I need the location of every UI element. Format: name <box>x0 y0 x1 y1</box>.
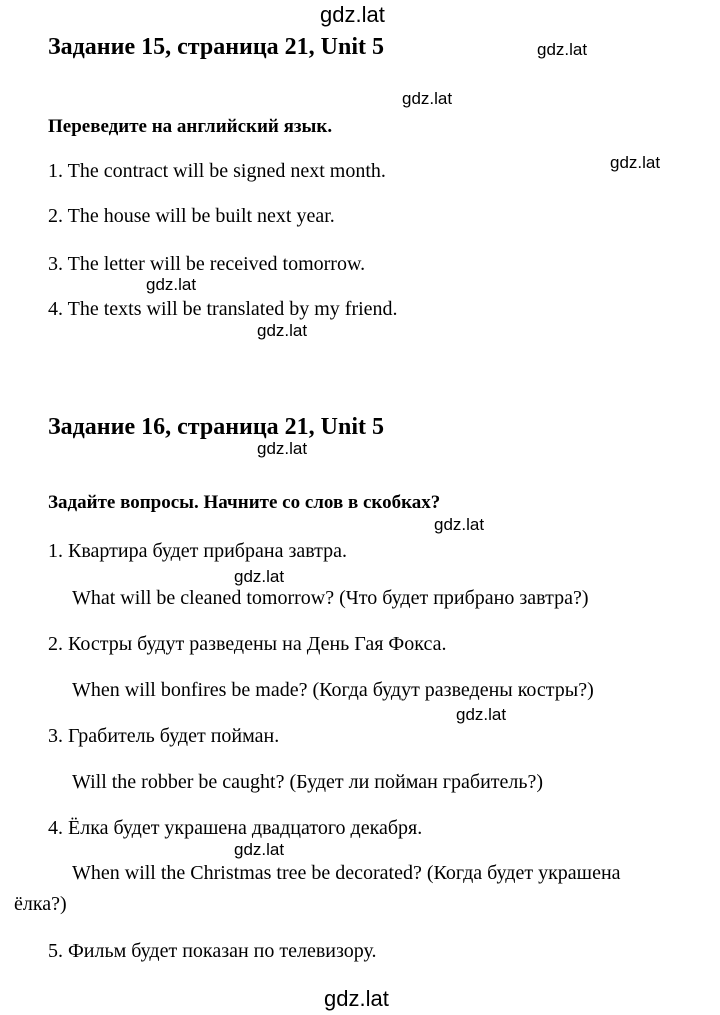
watermark: gdz.lat <box>320 2 385 27</box>
watermark: gdz.lat <box>402 89 453 108</box>
task15-heading: Задание 15, страница 21, Unit 5 <box>48 34 385 60</box>
task15-instruction: Переведите на английский язык. <box>48 116 333 137</box>
task15-item: 4. The texts will be translated by my friend. <box>48 298 398 320</box>
watermark: gdz.lat <box>456 705 507 724</box>
task16-item-ru: 3. Грабитель будет пойман. <box>48 725 280 747</box>
watermark: gdz.lat <box>537 40 588 59</box>
task16-item-ru: 1. Квартира будет прибрана завтра. <box>48 540 348 562</box>
watermark: gdz.lat <box>234 567 285 586</box>
watermark: gdz.lat <box>434 515 485 534</box>
task16-item-ru: 5. Фильм будет показан по телевизору. <box>48 940 377 962</box>
task16-item-ru: 2. Костры будут разведены на День Гая Фокса. <box>48 633 447 655</box>
task16-item-en: What will be cleaned tomorrow? (Что будет прибрано завтра?) <box>72 587 589 609</box>
task16-instruction: Задайте вопросы. Начните со слов в скобках? <box>48 492 441 513</box>
watermark: gdz.lat <box>610 153 661 172</box>
task16-item-en: When will bonfires be made? (Когда будут разведены костры?) <box>72 679 594 701</box>
task15-item: 3. The letter will be received tomorrow. <box>48 253 366 275</box>
task16-heading: Задание 16, страница 21, Unit 5 <box>48 414 385 440</box>
task16-item-en: When will the Christmas tree be decorated? (Когда будет украшена <box>72 862 621 884</box>
watermark: gdz.lat <box>146 275 197 294</box>
watermark: gdz.lat <box>257 439 308 458</box>
task15-item: 1. The contract will be signed next month. <box>48 160 386 182</box>
watermark: gdz.lat <box>257 321 308 340</box>
task16-item-en: Will the robber be caught? (Будет ли пойман грабитель?) <box>72 771 544 793</box>
watermark: gdz.lat <box>234 840 285 859</box>
task15-item: 2. The house will be built next year. <box>48 205 335 227</box>
task16-item-ru: 4. Ёлка будет украшена двадцатого декабря. <box>48 817 423 839</box>
task16-item-en-cont: ёлка?) <box>14 893 67 915</box>
watermark: gdz.lat <box>324 986 389 1011</box>
